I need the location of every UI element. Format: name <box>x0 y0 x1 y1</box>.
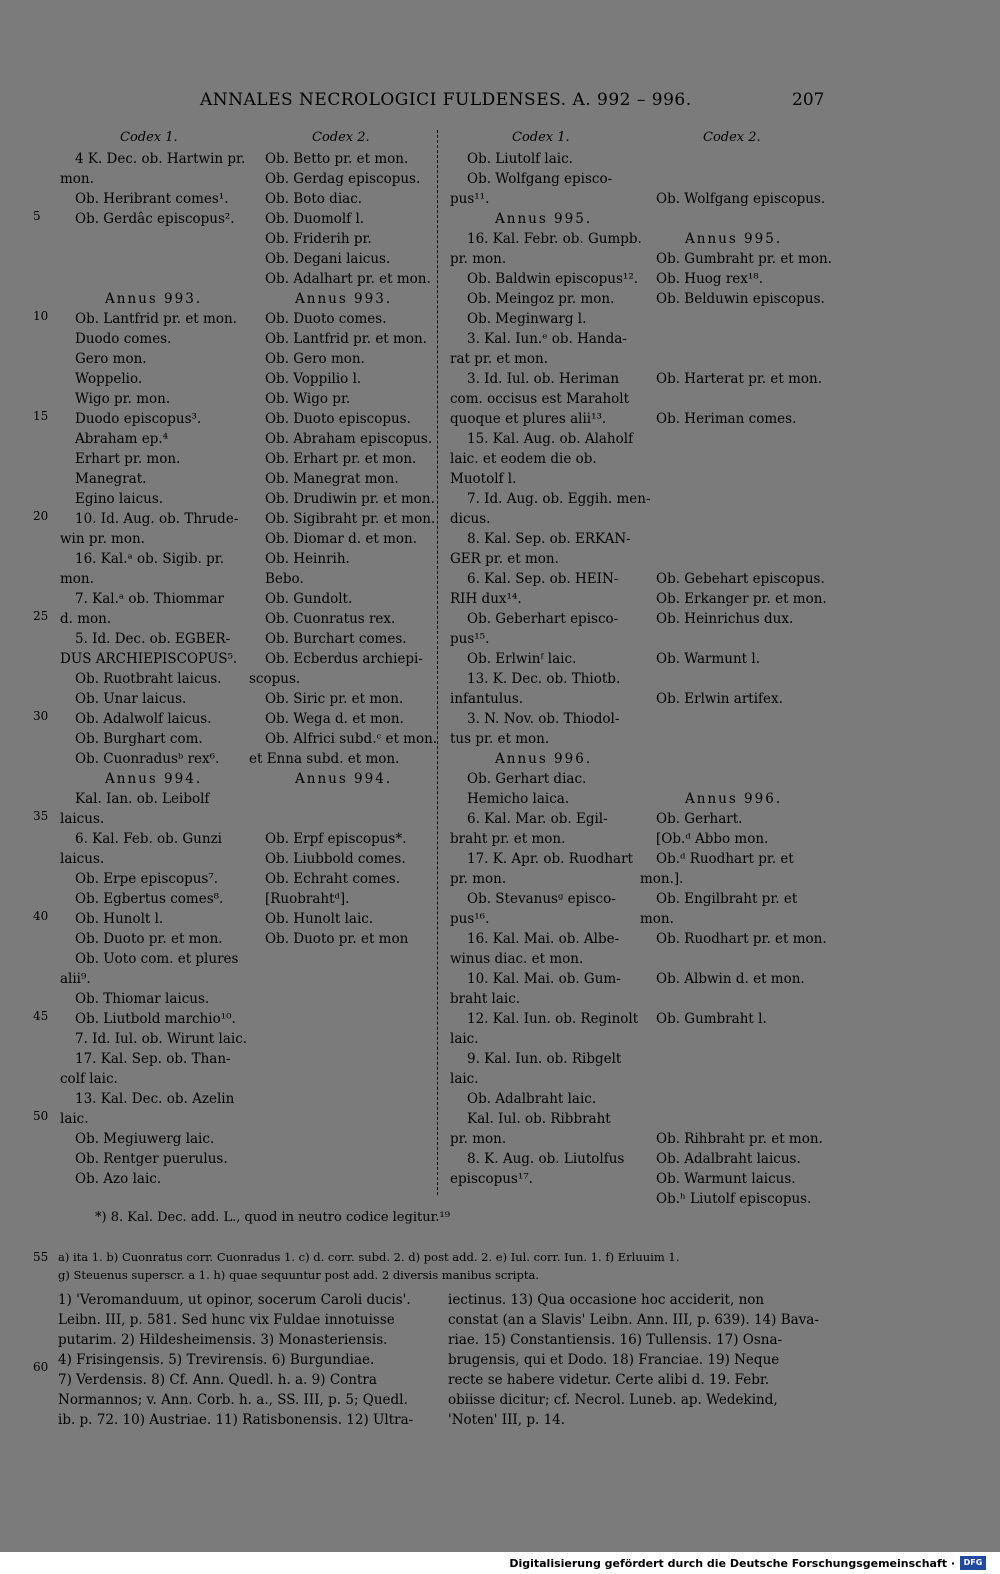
entry-line: 13. Kal. Dec. ob. Azelin <box>75 1091 235 1107</box>
entry-line: Ob. Albwin d. et mon. <box>656 971 805 987</box>
entry-line: pr. mon. <box>450 1131 507 1147</box>
entry-line: 8. K. Aug. ob. Liutolfus <box>467 1151 625 1167</box>
note-line: recte se habere videtur. Certe alibi d. 19. Febr. <box>448 1372 770 1388</box>
entry-line: Manegrat. <box>75 471 147 487</box>
entry-line: 10. Kal. Mai. ob. Gum- <box>467 971 621 987</box>
entry-line: Wigo pr. mon. <box>75 391 171 407</box>
line-number: 30 <box>33 709 49 723</box>
year-heading: Annus 993. <box>105 291 203 307</box>
entry-line: laic. et eodem die ob. <box>450 451 597 467</box>
entry-line: braht pr. et mon. <box>450 831 566 847</box>
entry-line: com. occisus est Maraholt <box>450 391 630 407</box>
entry-line: quoque et plures alii¹³. <box>450 411 607 427</box>
entry-line: dicus. <box>450 511 491 527</box>
footer-bar <box>0 1552 1000 1574</box>
line-number: 15 <box>33 409 49 423</box>
entry-line: Ob. Erpe episcopus⁷. <box>75 871 219 887</box>
entry-line: winus diac. et mon. <box>450 951 584 967</box>
entry-line: Gero mon. <box>75 351 147 367</box>
entry-line: Ob. Erlwinᶠ laic. <box>467 651 577 667</box>
entry-line: 17. K. Apr. ob. Ruodhart <box>467 851 633 867</box>
entry-line: Ob. Sigibraht pr. et mon. <box>265 511 436 527</box>
codex-2-header-left: Codex 2. <box>312 130 370 145</box>
entry-line: 10. Id. Aug. ob. Thrude- <box>75 511 239 527</box>
entry-line: Ob. Wega d. et mon. <box>265 711 404 727</box>
entry-line: Ob. Wigo pr. <box>265 391 351 407</box>
entry-line: Ob. Rentger puerulus. <box>75 1151 228 1167</box>
entry-line: 17. Kal. Sep. ob. Than- <box>75 1051 231 1067</box>
note-line: 'Noten' III, p. 14. <box>448 1412 566 1428</box>
entry-line: Ob. Burchart comes. <box>265 631 407 647</box>
line-number: 60 <box>33 1360 49 1374</box>
year-heading: Annus 996. <box>495 751 593 767</box>
line-number: 10 <box>33 309 49 323</box>
entry-line: 6. Kal. Sep. ob. HEIN- <box>467 571 619 587</box>
entry-line: Ob. Gundolt. <box>265 591 353 607</box>
entry-line: laic. <box>60 1111 89 1127</box>
entry-line: Ob. Ruotbraht laicus. <box>75 671 222 687</box>
entry-line: Ob. Gerhart diac. <box>467 771 587 787</box>
entry-line: DUS ARCHIEPISCOPUS⁵. <box>60 651 238 667</box>
entry-line: Duodo episcopus³. <box>75 411 202 427</box>
codex-1-header-right: Codex 1. <box>512 130 570 145</box>
year-heading: Annus 995. <box>685 231 783 247</box>
entry-line: Ob. Cuonratus rex. <box>265 611 396 627</box>
line-number: 55 <box>33 1250 49 1264</box>
entry-line: Ob. Boto diac. <box>265 191 363 207</box>
page-number: 207 <box>792 90 825 110</box>
entry-line: Abraham ep.⁴ <box>75 431 169 447</box>
asterisk-footnote: *) 8. Kal. Dec. add. L., quod in neutro codice legitur.¹⁹ <box>95 1210 450 1225</box>
entry-line: Ob. Degani laicus. <box>265 251 391 267</box>
entry-line: Bebo. <box>265 571 304 587</box>
note-line: brugensis, qui et Dodo. 18) Franciae. 19) Neque <box>448 1352 780 1368</box>
entry-line: Ob. Manegrat mon. <box>265 471 399 487</box>
entry-line: 7. Kal.ᵃ ob. Thiommar <box>75 591 225 607</box>
entry-line: Ob. Adalhart pr. et mon. <box>265 271 431 287</box>
note-line: 4) Frisingensis. 5) Trevirensis. 6) Burgundiae. <box>58 1352 375 1368</box>
entry-line: 16. Kal.ᵃ ob. Sigib. pr. <box>75 551 225 567</box>
entry-line: Duodo comes. <box>75 331 172 347</box>
entry-line: mon.]. <box>640 871 684 887</box>
running-header: ANNALES NECROLOGICI FULDENSES. A. 992 – 996. <box>200 90 692 110</box>
notes-left-column <box>58 1290 428 1430</box>
entry-line: Hemicho laica. <box>467 791 570 807</box>
entry-line: Ob. Gumbraht l. <box>656 1011 767 1027</box>
entry-line: laicus. <box>60 851 105 867</box>
line-number: 50 <box>33 1109 49 1123</box>
entry-line: Ob. Friderih pr. <box>265 231 372 247</box>
entry-line: mon. <box>60 171 94 187</box>
entry-line: d. mon. <box>60 611 112 627</box>
entry-line: Ob. Wolfgang episco- <box>467 171 613 187</box>
entry-line: 16. Kal. Febr. ob. Gumpb. <box>467 231 642 247</box>
entry-line: Ob. Heinrih. <box>265 551 350 567</box>
entry-line: RIH dux¹⁴. <box>450 591 522 607</box>
entry-line: infantulus. <box>450 691 524 707</box>
entry-line: Ob. Duoto pr. et mon. <box>75 931 223 947</box>
note-line: Normannos; v. Ann. Corb. h. a., SS. III, p. 5; Quedl. <box>58 1392 408 1408</box>
note-line: riae. 15) Constantiensis. 16) Tullensis. 17) Osna- <box>448 1332 783 1348</box>
entry-line: Erhart pr. mon. <box>75 451 181 467</box>
entry-line: Ob. Duoto pr. et mon <box>265 931 409 947</box>
entry-line: Ob. Megiuwerg laic. <box>75 1131 215 1147</box>
entry-line: 5. Id. Dec. ob. EGBER- <box>75 631 231 647</box>
entry-line: 7. Id. Aug. ob. Eggih. men- <box>467 491 651 507</box>
year-heading: Annus 995. <box>495 211 593 227</box>
entry-line: Ob. Baldwin episcopus¹². <box>467 271 639 287</box>
entry-line: Ob. Ruodhart pr. et mon. <box>656 931 827 947</box>
entry-line: Ob. Gerdag episcopus. <box>265 171 421 187</box>
entry-line: 4 K. Dec. ob. Hartwin pr. <box>75 151 246 167</box>
entry-line: 7. Id. Iul. ob. Wirunt laic. <box>75 1031 248 1047</box>
entry-line: laic. <box>450 1071 479 1087</box>
line-number: 20 <box>33 509 49 523</box>
note-line: putarim. 2) Hildesheimensis. 3) Monasteriensis. <box>58 1332 388 1348</box>
entry-line: Ob. Lantfrid pr. et mon. <box>265 331 427 347</box>
entry-line: Ob. Voppilio l. <box>265 371 362 387</box>
year-heading: Annus 996. <box>685 791 783 807</box>
entry-line: Ob. Erkanger pr. et mon. <box>656 591 827 607</box>
entry-line: Ob.ᵈ Ruodhart pr. et <box>656 851 794 867</box>
entry-line: Ob. Rihbraht pr. et mon. <box>656 1131 823 1147</box>
entry-line: et Enna subd. et mon. <box>249 751 400 767</box>
entry-line: Ob. Gerhart. <box>656 811 743 827</box>
entry-line: Ob. Thiomar laicus. <box>75 991 210 1007</box>
note-line: 1) 'Veromanduum, ut opinor, socerum Caroli ducis'. <box>58 1292 411 1308</box>
entry-line: Ob. Belduwin episcopus. <box>656 291 825 307</box>
entry-line: 6. Kal. Mar. ob. Egil- <box>467 811 608 827</box>
entry-line: alii⁹. <box>60 971 91 987</box>
entry-line: Ob. Gerdâc episcopus². <box>75 211 235 227</box>
entry-line: pr. mon. <box>450 871 507 887</box>
entry-line: 9. Kal. Iun. ob. Ribgelt <box>467 1051 622 1067</box>
entry-line: Ob. Gebehart episcopus. <box>656 571 825 587</box>
note-line: obiisse dicitur; cf. Necrol. Luneb. ap. Wedekind, <box>448 1392 778 1408</box>
entry-line: Ob. Liutolf laic. <box>467 151 573 167</box>
entry-line: Ob. Wolfgang episcopus. <box>656 191 826 207</box>
line-number: 45 <box>33 1009 49 1023</box>
entry-line: pus¹⁵. <box>450 631 490 647</box>
entry-line: laicus. <box>60 811 105 827</box>
entry-line: Ob. Ecberdus archiepi- <box>265 651 423 667</box>
entry-line: pus¹⁶. <box>450 911 490 927</box>
entry-line: Egino laicus. <box>75 491 164 507</box>
entry-line: 3. N. Nov. ob. Thiodol- <box>467 711 620 727</box>
entry-line: 15. Kal. Aug. ob. Alaholf <box>467 431 634 447</box>
note-line: 7) Verdensis. 8) Cf. Ann. Quedl. h. a. 9) Contra <box>58 1372 377 1388</box>
entry-line: Ob. Duomolf l. <box>265 211 365 227</box>
entry-line: Ob. Echraht comes. <box>265 871 401 887</box>
critical-apparatus-line: a) ita 1. b) Cuonratus corr. Cuonradus 1. c) d. corr. subd. 2. d) post add. 2. e) Iul. corr. Iun. 1. f) Erluuim 1. <box>58 1250 680 1264</box>
entry-line: Ob.ʰ Liutolf episcopus. <box>656 1191 812 1207</box>
entry-line: pr. mon. <box>450 251 507 267</box>
entry-line: Ob. Lantfrid pr. et mon. <box>75 311 237 327</box>
entry-line: Ob. Diomar d. et mon. <box>265 531 418 547</box>
entry-line: 8. Kal. Sep. ob. ERKAN- <box>467 531 631 547</box>
entry-line: Ob. Warmunt laicus. <box>656 1171 796 1187</box>
entry-line: Ob. Heribrant comes¹. <box>75 191 229 207</box>
year-heading: Annus 994. <box>295 771 393 787</box>
entry-line: [Ob.ᵈ Abbo mon. <box>656 831 769 847</box>
critical-apparatus-line: g) Steuenus superscr. a 1. h) quae sequuntur post add. 2 diversis manibus scripta. <box>58 1268 539 1282</box>
entry-line: Ob. Geberhart episco- <box>467 611 619 627</box>
entry-line: Ob. Meginwarg l. <box>467 311 587 327</box>
entry-line: colf laic. <box>60 1071 118 1087</box>
footer-credit: Digitalisierung gefördert durch die Deutsche Forschungsgemeinschaft · <box>509 1557 955 1570</box>
codex-2-header-right: Codex 2. <box>703 130 761 145</box>
entry-line: Ob. Stevanusᵍ episco- <box>467 891 616 907</box>
entry-line: Muotolf l. <box>450 471 517 487</box>
entry-line: Ob. Gumbraht pr. et mon. <box>656 251 832 267</box>
entry-line: Ob. Heinrichus dux. <box>656 611 794 627</box>
entry-line: Ob. Adalbraht laicus. <box>656 1151 801 1167</box>
entry-line: Ob. Erhart pr. et mon. <box>265 451 417 467</box>
column-divider <box>437 130 438 1195</box>
entry-line: Ob. Unar laicus. <box>75 691 187 707</box>
notes-right-column <box>448 1290 828 1430</box>
year-heading: Annus 993. <box>295 291 393 307</box>
entry-line: 12. Kal. Iun. ob. Reginolt <box>467 1011 639 1027</box>
entry-line: Ob. Gero mon. <box>265 351 365 367</box>
entry-line: Ob. Liutbold marchio¹⁰. <box>75 1011 236 1027</box>
entry-line: Woppelio. <box>75 371 143 387</box>
entry-line: tus pr. et mon. <box>450 731 550 747</box>
entry-line: win pr. mon. <box>60 531 145 547</box>
entry-line: 3. Id. Iul. ob. Heriman <box>467 371 620 387</box>
entry-line: mon. <box>60 571 94 587</box>
line-number: 40 <box>33 909 49 923</box>
entry-line: Ob. Drudiwin pr. et mon. <box>265 491 435 507</box>
entry-line: Ob. Liubbold comes. <box>265 851 406 867</box>
entry-line: Ob. Siric pr. et mon. <box>265 691 404 707</box>
entry-line: Ob. Adalwolf laicus. <box>75 711 212 727</box>
entry-line: Ob. Hunolt l. <box>75 911 164 927</box>
entry-line: Ob. Duoto comes. <box>265 311 387 327</box>
entry-line: Ob. Engilbraht pr. et <box>656 891 798 907</box>
entry-line: Ob. Cuonradusᵇ rex⁶. <box>75 751 220 767</box>
entry-line: Kal. Ian. ob. Leibolf <box>75 791 210 807</box>
note-line: Leibn. III, p. 581. Sed hunc vix Fuldae innotuisse <box>58 1312 395 1328</box>
entry-line: Ob. Erpf episcopus*. <box>265 831 407 847</box>
note-line: constat (an a Slavis' Leibn. Ann. III, p. 639). 14) Bava- <box>448 1312 819 1328</box>
note-line: iectinus. 13) Qua occasione hoc acciderit, non <box>448 1292 765 1308</box>
entry-line: Ob. Meingoz pr. mon. <box>467 291 615 307</box>
entry-line: 16. Kal. Mai. ob. Albe- <box>467 931 620 947</box>
entry-line: 6. Kal. Feb. ob. Gunzi <box>75 831 223 847</box>
entry-line: Ob. Alfrici subd.ᶜ et mon. <box>265 731 438 747</box>
entry-line: 3. Kal. Iun.ᵉ ob. Handa- <box>467 331 627 347</box>
dfg-logo: DFG <box>960 1556 986 1570</box>
entry-line: episcopus¹⁷. <box>450 1171 533 1187</box>
entry-line: Ob. Harterat pr. et mon. <box>656 371 823 387</box>
entry-line: Ob. Betto pr. et mon. <box>265 151 409 167</box>
entry-line: laic. <box>450 1031 479 1047</box>
entry-line: Ob. Burghart com. <box>75 731 203 747</box>
entry-line: Ob. Heriman comes. <box>656 411 797 427</box>
entry-line: Kal. Iul. ob. Ribbraht <box>467 1111 611 1127</box>
entry-line: braht laic. <box>450 991 521 1007</box>
entry-line: Ob. Huog rex¹⁸. <box>656 271 763 287</box>
entry-line: scopus. <box>249 671 301 687</box>
entry-line: Ob. Adalbraht laic. <box>467 1091 597 1107</box>
entry-line: 13. K. Dec. ob. Thiotb. <box>467 671 621 687</box>
entry-line: Ob. Warmunt l. <box>656 651 761 667</box>
entry-line: Ob. Abraham episcopus. <box>265 431 433 447</box>
entry-line: GER pr. et mon. <box>450 551 559 567</box>
entry-line: Ob. Duoto episcopus. <box>265 411 411 427</box>
entry-line: Ob. Erlwin artifex. <box>656 691 783 707</box>
year-heading: Annus 994. <box>105 771 203 787</box>
entry-line: Ob. Hunolt laic. <box>265 911 374 927</box>
note-line: ib. p. 72. 10) Austriae. 11) Ratisbonensis. 12) Ultra- <box>58 1412 414 1428</box>
codex-1-header-left: Codex 1. <box>120 130 178 145</box>
entry-line: [Ruobrahtᵈ]. <box>265 891 350 907</box>
entry-line: mon. <box>640 911 674 927</box>
line-number: 35 <box>33 809 49 823</box>
entry-line: rat pr. et mon. <box>450 351 549 367</box>
entry-line: Ob. Uoto com. et plures <box>75 951 239 967</box>
entry-line: pus¹¹. <box>450 191 490 207</box>
entry-line: Ob. Egbertus comes⁸. <box>75 891 224 907</box>
line-number: 25 <box>33 609 49 623</box>
line-number: 5 <box>33 209 41 223</box>
entry-line: Ob. Azo laic. <box>75 1171 162 1187</box>
